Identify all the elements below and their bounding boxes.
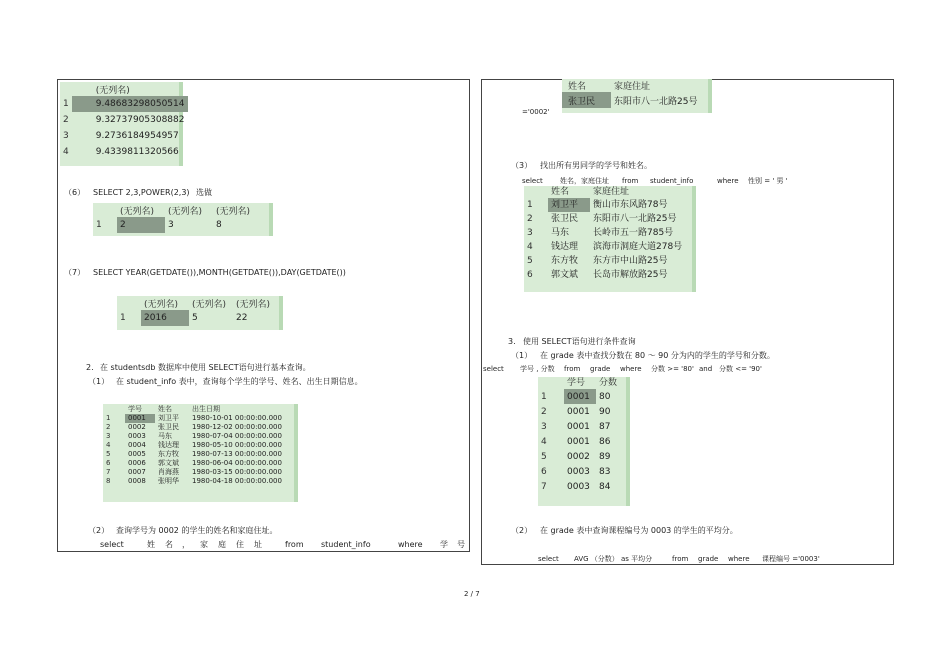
result-grid-scores [538,377,630,506]
column-header: 学号 [567,378,586,388]
sql-word: where [398,540,423,549]
result-cell: 9.2736184954957 [95,131,179,141]
step-number: （2） [88,526,110,535]
table-row: 3 0001 87 [541,421,611,432]
step-description: 在 grade 表中查询课程编号为 0003 的学生的平均分。 [540,526,738,535]
step-number: （2） [511,526,533,535]
sql-word: ， [182,540,190,549]
sql-word: 姓 [147,540,155,549]
column-header: (无列名) [95,86,130,96]
result-cell: 2016 [141,310,189,326]
sql-word: where [620,365,642,373]
sql-word: 姓名，家庭住址 [560,177,609,185]
sql-word: 址 [254,540,262,549]
sql-word: 性别 = ' 男 ' [748,177,788,185]
sql-word: from [564,365,581,373]
column-header: 家庭住址 [614,82,651,92]
result-cell: 3 [168,220,174,230]
result-cell: 8 [216,220,222,230]
table-row: 7 0007 肖海燕 1980-03-15 00:00:00.000 [106,468,282,476]
result-cell: 9.48683298050514 [72,96,188,112]
sql-word: and [699,365,713,373]
section-number: 2. [86,363,94,372]
result-cell: 张卫民 [562,92,611,108]
column-header: (无列名) [236,300,271,310]
table-row: 5 东方牧 东方市中山路25号 [527,256,668,266]
sql-word: select [522,177,543,185]
table-row: 4 钱达理 滨海市洞庭大道278号 [527,242,683,252]
step-number: （1） [511,351,533,360]
sql-word: student_info [321,540,371,549]
sql-word: grade [590,365,611,373]
step-description: 在 grade 表中查找分数在 80 ～ 90 分为内的学生的学号和分数。 [540,351,775,360]
result-cell: 东阳市八一北路25号 [614,96,698,107]
column-header: 分数 [599,378,618,388]
sql-word: 住 [236,540,244,549]
table-row: 1 刘卫平 衡山市东风路78号 [527,200,668,210]
sql-word: 名 [165,540,173,549]
table-row: 2 0002 张卫民 1980-12-02 00:00:00.000 [106,423,282,431]
result-cell: 5 [192,313,198,323]
step-number: （7） [64,268,86,277]
sql-word: select [483,365,504,373]
step-description: 找出所有男同学的学号和姓名。 [540,161,652,170]
result-grid-power: (无列名) (无列名) (无列名) 1 2 3 8 [93,203,273,236]
sql-word: 分数 >= '80' [651,365,694,373]
column-header: 出生日期 [192,405,220,413]
column-header: (无列名) [120,207,155,217]
table-row: 3 马东 长岭市五一路785号 [527,228,674,238]
step-number: （6） [64,188,86,197]
result-cell: 9.32737905308882 [95,115,185,125]
table-row: 6 0006 郭文斌 1980-06-04 00:00:00.000 [106,459,282,467]
result-cell: 9.4339811320566 [95,147,179,157]
page-number: 2 / 7 [464,590,480,598]
table-row: 1 0001 80 [538,389,620,404]
column-header: (无列名) [168,207,203,217]
column-header: 学号 [128,405,142,413]
step-number: （3） [511,161,533,170]
sql-word: grade [698,555,719,563]
column-header: (无列名) [216,207,251,217]
table-row: 6 郭文斌 长岛市解放路25号 [527,270,668,280]
table-row: 3 0003 马东 1980-07-04 00:00:00.000 [106,432,282,440]
section-heading: 使用 SELECT语句进行条件查询 [523,337,636,346]
sql-word: 家 [200,540,208,549]
sql-word: select [100,540,124,549]
sql-word: from [622,177,639,185]
step-number: （1） [88,377,110,386]
result-grid-male-students [524,186,696,292]
result-cell: 22 [236,313,248,323]
table-row: 2 张卫民 东阳市八一北路25号 [527,214,677,224]
optional-note: 选做 [196,188,212,197]
table-row: 4 0001 86 [541,436,611,447]
result-grid-students [103,404,298,502]
column-header: 家庭住址 [593,187,630,197]
column-header: (无列名) [192,300,227,310]
column-header: (无列名) [144,300,179,310]
table-row: 5 0005 东方牧 1980-07-13 00:00:00.000 [106,450,282,458]
table-row: 7 0003 84 [541,481,611,492]
section-heading: 在 studentsdb 数据库中使用 SELECT语句进行基本查询。 [100,363,311,372]
sql-word: from [672,555,689,563]
sql-word: student_info [650,177,694,185]
step-description: 在 student_info 表中，查询每个学生的学号、姓名、出生日期信息。 [116,377,363,386]
sql-word: 学号 , 分数 [520,365,555,373]
table-row: 1 0001 刘卫平 1980-10-01 00:00:00.000 [106,414,282,422]
sql-word: 学 [440,540,448,549]
column-header: 姓名 [568,82,587,92]
column-header: 姓名 [158,405,172,413]
table-row: 2 0001 90 [541,406,611,417]
result-cell: 2 [117,217,165,233]
sql-word: where [717,177,739,185]
table-row: 5 0002 89 [541,451,611,462]
table-row: 4 0004 钱达理 1980-05-10 00:00:00.000 [106,441,282,449]
section-number: 3. [508,337,516,346]
result-grid-sqrt: (无列名) 1 9.48683298050514 2 9.32737905308882 3 9.2736184954957 4 9.4339811320566 [60,82,183,166]
sql-word: 课程编号 ='0003' [762,555,820,563]
result-grid-student-0002 [562,79,712,113]
sql-word: AVG （分数） as 平均分 [574,555,653,563]
column-header: 姓名 [551,187,570,197]
sql-word: where [728,555,750,563]
table-row: 8 0008 张明华 1980-04-18 00:00:00.000 [106,477,282,485]
result-grid-date: (无列名) (无列名) (无列名) 1 2016 5 22 [117,296,283,330]
table-row: 6 0003 83 [541,466,611,477]
sql-statement: SELECT YEAR(GETDATE()),MONTH(GETDATE()),DAY(GETDATE()) [93,268,346,277]
step-description: 查询学号为 0002 的学生的姓名和家庭住址。 [116,526,278,535]
sql-word: 号 [457,540,465,549]
sql-statement: SELECT 2,3,POWER(2,3) [93,188,190,197]
sql-word: 庭 [218,540,226,549]
sql-word: select [538,555,559,563]
sql-continuation: ='0002' [522,108,550,116]
sql-word: 分数 <= '90' [719,365,762,373]
sql-word: from [285,540,304,549]
